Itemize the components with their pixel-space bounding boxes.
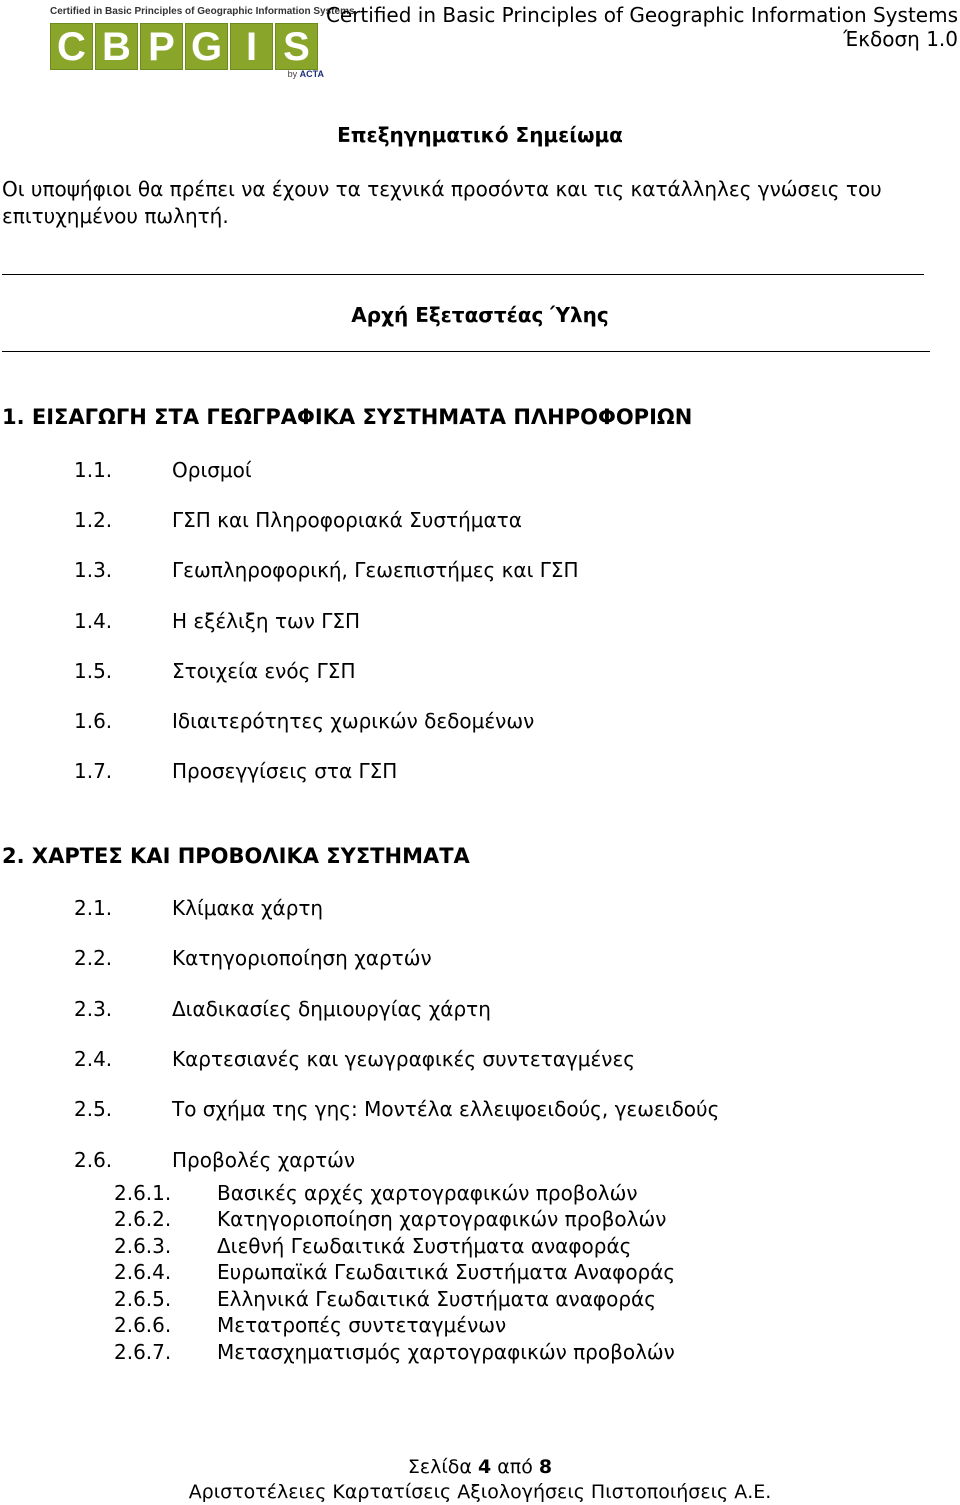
page-current: 4: [478, 1456, 492, 1478]
toc-item-number: 2.1.: [74, 896, 113, 920]
document-header: [326, 3, 958, 51]
divider-top: [2, 274, 924, 275]
toc-item-number: 1.4.: [74, 609, 113, 633]
toc-subitem-number: 2.6.2.: [114, 1207, 172, 1231]
toc-item-text: Η εξέλιξη των ΓΣΠ: [172, 609, 361, 633]
toc-subitem-text: Κατηγοριοποίηση χαρτογραφικών προβολών: [217, 1207, 667, 1231]
logo-letter: C: [50, 23, 93, 70]
toc-item-text: Στοιχεία ενός ΓΣΠ: [172, 659, 356, 683]
toc-item-number: 1.6.: [74, 709, 113, 733]
page-number: [0, 1456, 960, 1478]
toc-item-number: 1.2.: [74, 508, 113, 532]
page-prefix: Σελίδα: [407, 1456, 472, 1478]
header-version: Έκδοση 1.0: [843, 27, 958, 51]
toc-subitem-text: Βασικές αρχές χαρτογραφικών προβολών: [217, 1181, 638, 1205]
toc-item-text: Προσεγγίσεις στα ΓΣΠ: [172, 759, 398, 783]
toc-subitem-text: Ελληνικά Γεωδαιτικά Συστήματα αναφοράς: [217, 1287, 656, 1311]
toc-item-number: 1.7.: [74, 759, 113, 783]
note-text: Οι υποψήφιοι θα πρέπει να έχουν τα τεχνικά προσόντα και τις κατάλληλες γνώσεις του επιτυχημένου πωλητή.: [2, 177, 882, 228]
toc-item-text: Καρτεσιανές και γεωγραφικές συντεταγμένες: [172, 1047, 635, 1071]
toc-subitem-number: 2.6.7.: [114, 1340, 172, 1364]
toc-subitem-text: Μετατροπές συντεταγμένων: [217, 1313, 507, 1337]
logo-letters: [50, 23, 318, 70]
toc-item-number: 1.1.: [74, 458, 113, 482]
toc-subitem-text: Ευρωπαϊκά Γεωδαιτικά Συστήματα Αναφοράς: [217, 1260, 676, 1284]
toc-subitem-number: 2.6.3.: [114, 1234, 172, 1258]
page-of: από: [497, 1456, 533, 1478]
toc-item-text: Προβολές χαρτών: [172, 1148, 356, 1172]
footer-organization: Αριστοτέλειες Καρτατίσεις Αξιολογήσεις Πιστοποιήσεις Α.Ε.: [188, 1481, 772, 1503]
cbpgis-logo: [50, 6, 355, 80]
toc-item-number: 2.2.: [74, 946, 113, 970]
toc-item-text: Το σχήμα της γης: Μοντέλα ελλειψοειδούς, γεωειδούς: [172, 1097, 720, 1121]
toc-item-number: 2.6.: [74, 1148, 113, 1172]
note-title: Επεξηγηματικό Σημείωμα: [337, 123, 623, 147]
syllabus-start-title: Αρχή Εξεταστέας Ύλης: [351, 303, 609, 327]
logo-letter: P: [140, 23, 183, 70]
page-total: 8: [538, 1456, 553, 1478]
logo-acta: ACTA: [299, 69, 324, 79]
section-heading: 2. ΧΑΡΤΕΣ ΚΑΙ ΠΡΟΒΟΛΙΚΑ ΣΥΣΤΗΜΑΤΑ: [2, 844, 470, 868]
logo-letter: G: [185, 23, 228, 70]
toc-item-text: Ιδιαιτερότητες χωρικών δεδομένων: [172, 709, 535, 733]
toc-item-text: Ορισμοί: [172, 458, 252, 482]
toc-subitem-number: 2.6.5.: [114, 1287, 172, 1311]
toc-item-number: 2.3.: [74, 997, 113, 1021]
toc-item-text: Κατηγοριοποίηση χαρτών: [172, 946, 432, 970]
toc-item-number: 1.3.: [74, 558, 113, 582]
section-heading: 1. ΕΙΣΑΓΩΓΗ ΣΤΑ ΓΕΩΓΡΑΦΙΚΑ ΣΥΣΤΗΜΑΤΑ ΠΛΗΡΟΦΟΡΙΩΝ: [2, 405, 693, 429]
toc-subitem-number: 2.6.1.: [114, 1181, 172, 1205]
toc-item-number: 2.4.: [74, 1047, 113, 1071]
logo-byline: [288, 69, 324, 79]
toc-item-text: Διαδικασίες δημιουργίας χάρτη: [172, 997, 491, 1021]
logo-caption: Certified in Basic Principles of Geographic Information Systems: [50, 6, 355, 17]
divider-bottom: [2, 351, 930, 352]
toc-subitem-text: Διεθνή Γεωδαιτικά Συστήματα αναφοράς: [217, 1234, 632, 1258]
header-title: Certified in Basic Principles of Geographic Information Systems: [325, 3, 958, 27]
toc-item-text: ΓΣΠ και Πληροφοριακά Συστήματα: [172, 508, 522, 532]
toc-subitem-number: 2.6.4.: [114, 1260, 172, 1284]
toc-item-number: 1.5.: [74, 659, 113, 683]
toc-item-text: Κλίμακα χάρτη: [172, 896, 324, 920]
toc-subitem-text: Μετασχηματισμός χαρτογραφικών προβολών: [217, 1340, 675, 1364]
toc-subitem-number: 2.6.6.: [114, 1313, 172, 1337]
logo-letter: S: [275, 23, 318, 70]
logo-letter: B: [95, 23, 138, 70]
toc-item-number: 2.5.: [74, 1097, 113, 1121]
toc-item-text: Γεωπληροφορική, Γεωεπιστήμες και ΓΣΠ: [172, 558, 579, 582]
logo-letter: I: [230, 23, 273, 70]
logo-by: by: [287, 69, 298, 79]
